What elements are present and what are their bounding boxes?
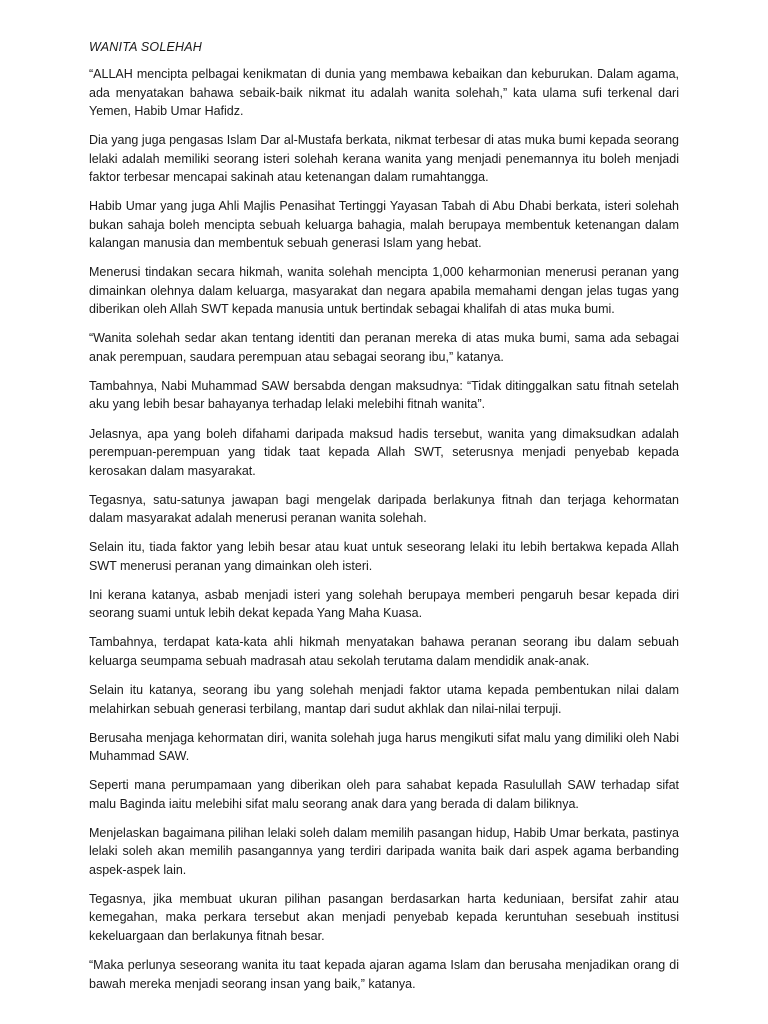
paragraph-16: Tegasnya, jika membuat ukuran pilihan pasangan berdasarkan harta keduniaan, bersifat zahir atau kemegahan, maka perkara tersebut akan menjadi penyebab kepada keruntuhan sesebuah institusi kekeluargaan dan berlakunya fitnah besar. [89,891,679,943]
paragraph-14: Seperti mana perumpamaan yang diberikan oleh para sahabat kepada Rasulullah SAW terhadap sifat malu Baginda iaitu melebihi sifat malu seorang anak dara yang berada di dalam biliknya. [89,778,679,811]
document-title: WANITA SOLEHAH [89,40,203,54]
paragraph-15: Menjelaskan bagaimana pilihan lelaki soleh dalam memilih pasangan hidup, Habib Umar berkata, pastinya lelaki soleh akan memilih pasangannya yang terdiri daripada wanita baik dari aspek agama berbanding aspek-aspek lain. [89,825,679,877]
paragraph-6: Tambahnya, Nabi Muhammad SAW bersabda dengan maksudnya: “Tidak ditinggalkan satu fitnah setelah aku yang lebih besar bahayanya terhadap lelaki melebihi fitnah wanita”. [89,378,679,412]
paragraph-4: Menerusi tindakan secara hikmah, wanita solehah mencipta 1,000 keharmonian menerusi peranan yang dimainkan olehnya dalam keluarga, masyarakat dan negara apabila memahami dengan jelas tugas yang diberikan oleh Allah SWT kepada manusia untuk bertindak sebagai khalifah di atas muka bumi. [89,265,679,317]
paragraph-2: Dia yang juga pengasas Islam Dar al-Mustafa berkata, nikmat terbesar di atas muka bumi kepada seorang lelaki adalah memiliki seorang isteri solehah kerana wanita yang menjadi penemannya itu boleh menjadi faktor terbesar mencapai sakinah atau ketenangan dalam rumahtangga. [89,133,679,185]
paragraph-17: “Maka perlunya seseorang wanita itu taat kepada ajaran agama Islam dan berusaha menjadikan orang di bawah mereka menjadi seorang insan yang baik,” katanya. [89,958,679,991]
paragraph-8: Tegasnya, satu-satunya jawapan bagi mengelak daripada berlakunya fitnah dan terjaga kehormatan dalam masyarakat adalah menerusi peranan wanita solehah. [89,492,679,526]
paragraph-1: “ALLAH mencipta pelbagai kenikmatan di dunia yang membawa kebaikan dan keburukan. Dalam agama, ada menyatakan bahawa sebaik-baik nikmat itu adalah wanita solehah,” kata ulama sufi terkenal dari Yemen, Habib Umar Hafidz. [89,67,679,118]
paragraph-12: Selain itu katanya, seorang ibu yang solehah menjadi faktor utama kepada pembentukan nilai dalam melahirkan sebuah generasi terbilang, mantap dari sudut akhlak dan nilai-nilai terpuji. [89,683,679,716]
paragraph-10: Ini kerana katanya, asbab menjadi isteri yang solehah berupaya memberi pengaruh besar kepada diri seorang suami untuk lebih dekat kepada Yang Maha Kuasa. [89,587,679,621]
paragraph-11: Tambahnya, terdapat kata-kata ahli hikmah menyatakan bahawa peranan seorang ibu dalam sebuah keluarga seumpama sebuah madrasah atau sekolah terutama dalam mendidik anak-anak. [89,635,679,668]
paragraph-7: Jelasnya, apa yang boleh difahami daripada maksud hadis tersebut, wanita yang dimaksudkan adalah perempuan-perempuan yang tidak taat kepada Allah SWT, seterusnya menjadi penyebab kepada kerosakan dalam masyarakat. [89,426,679,478]
paragraph-3: Habib Umar yang juga Ahli Majlis Penasihat Tertinggi Yayasan Tabah di Abu Dhabi berkata, isteri solehah bukan sahaja boleh mencipta sebuah keluarga bahagia, malah berupaya membentuk ketenangan dalam kalangan manusia dan membentuk sebuah generasi Islam yang hebat. [89,199,679,251]
paragraph-5: “Wanita solehah sedar akan tentang identiti dan peranan mereka di atas muka bumi, sama ada sebagai anak perempuan, saudara perempuan atau sebagai seorang ibu,” katanya. [89,331,679,364]
document-page [89,38,679,1004]
paragraph-9: Selain itu, tiada faktor yang lebih besar atau kuat untuk seseorang lelaki itu lebih bertakwa kepada Allah SWT menerusi peranan yang dimainkan oleh isteri. [89,540,679,573]
paragraph-13: Berusaha menjaga kehormatan diri, wanita solehah juga harus mengikuti sifat malu yang dimiliki oleh Nabi Muhammad SAW. [89,730,679,764]
